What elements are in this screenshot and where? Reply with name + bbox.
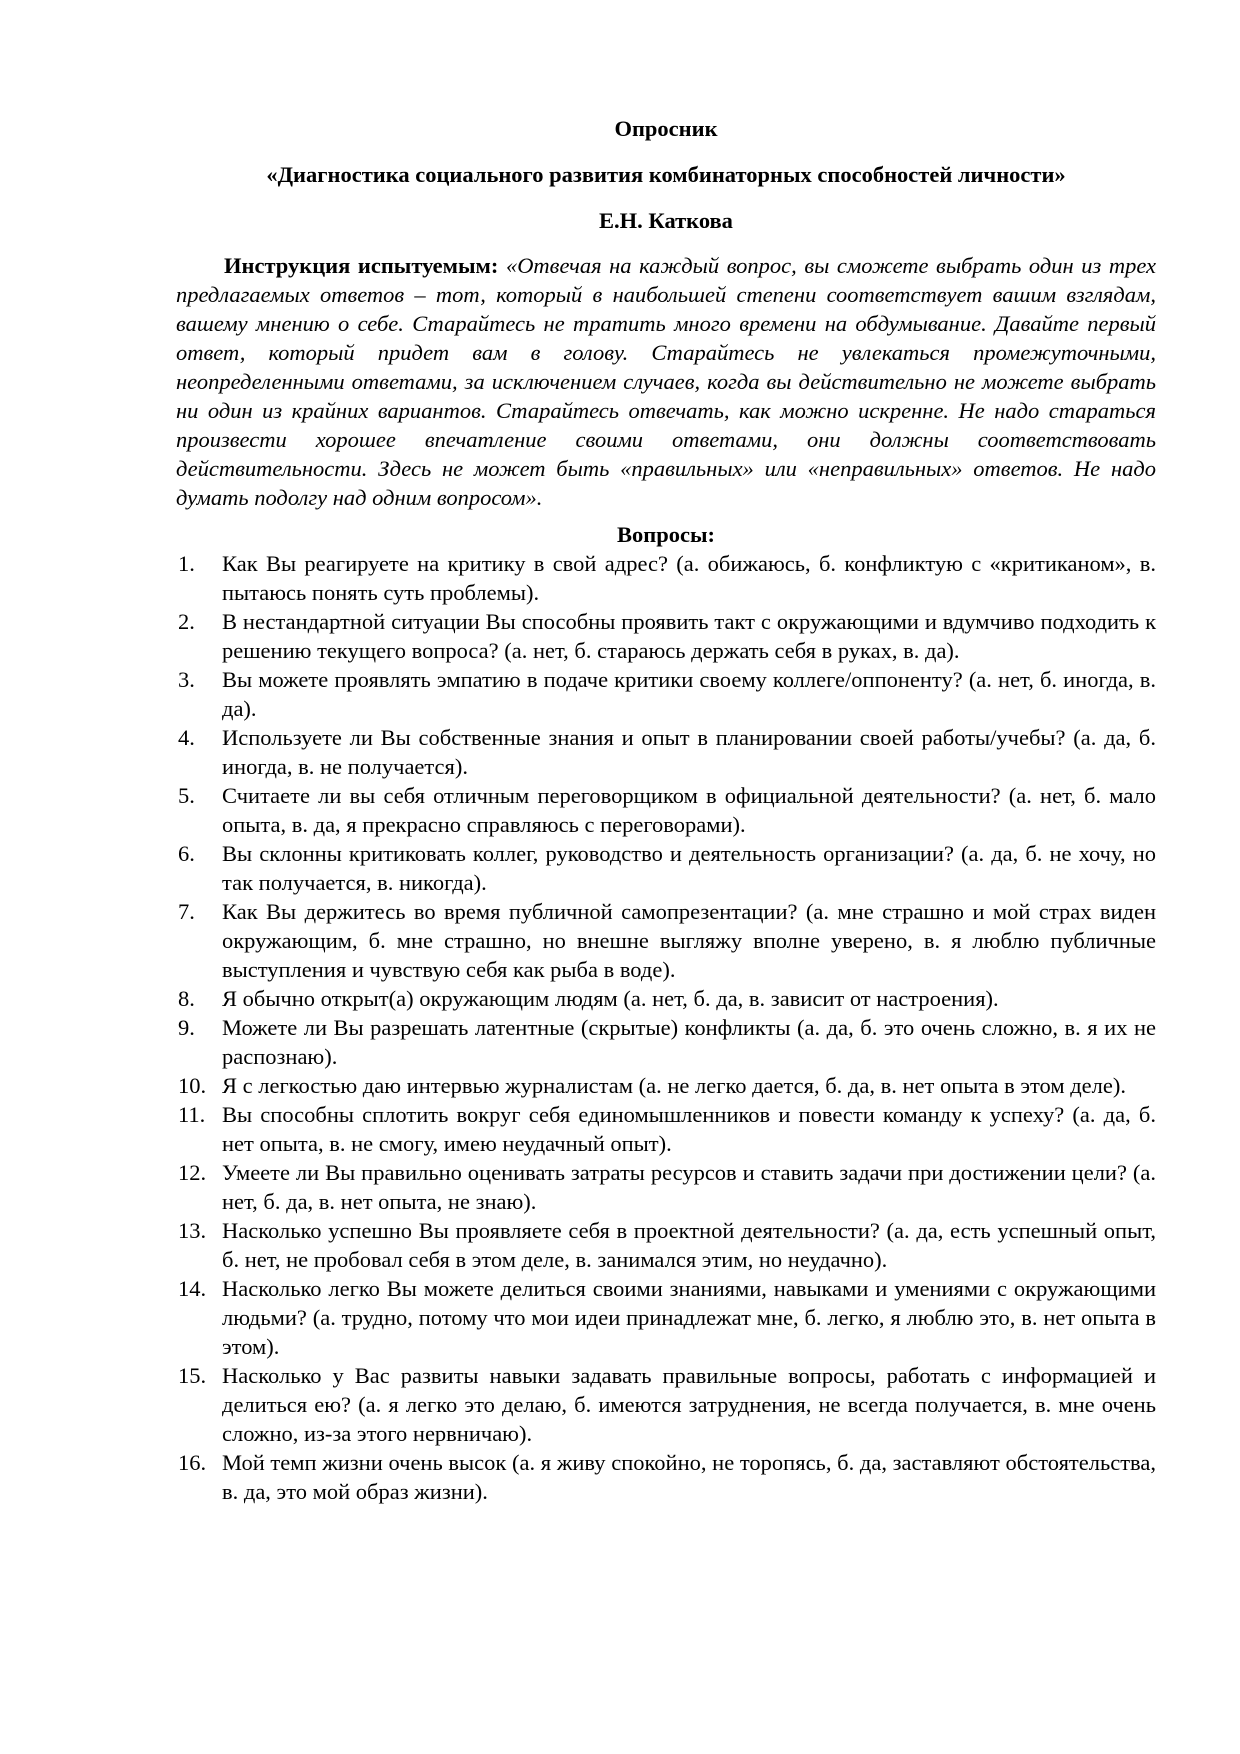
document-content [176,114,1156,1506]
question-item [176,897,1156,984]
document-title: Опросник [614,116,718,141]
instruction-paragraph [176,251,1156,512]
question-item [176,1216,1156,1274]
questions-list [176,549,1156,1506]
question-number: 7. [178,899,195,924]
question-number: 16. [178,1450,207,1475]
question-number: 6. [178,841,195,866]
question-item [176,1071,1156,1100]
question-number: 12. [178,1160,207,1185]
question-item [176,1158,1156,1216]
question-text: Насколько успешно Вы проявляете себя в проектной деятельности? (а. да, есть успешный опыт, б. нет, не пробовал себя в этом деле, в. занимался этим, но неудачно). [222,1218,1156,1272]
question-number: 15. [178,1363,207,1388]
question-number: 9. [178,1015,195,1040]
question-number: 14. [178,1276,207,1301]
question-text: Используете ли Вы собственные знания и опыт в планировании своей работы/учебы? (а. да, б. иногда, в. не получается). [222,725,1156,779]
question-item [176,781,1156,839]
question-item [176,1100,1156,1158]
question-item [176,549,1156,607]
question-number: 3. [178,667,195,692]
question-item [176,839,1156,897]
question-text: Вы склонны критиковать коллег, руководство и деятельность организации? (а. да, б. не хочу, но так получается, в. никогда). [222,841,1156,895]
question-text: Вы можете проявлять эмпатию в подаче критики своему коллеге/оппоненту? (а. нет, б. иногда, в. да). [222,667,1156,721]
question-item [176,665,1156,723]
question-text: Умеете ли Вы правильно оценивать затраты ресурсов и ставить задачи при достижении цели? (а. нет, б. да, в. нет опыта, не знаю). [222,1160,1156,1214]
instruction-text: «Отвечая на каждый вопрос, вы сможете выбрать один из трех предлагаемых ответов – тот, который в наибольшей степени соответствует вашим взглядам, вашему мнению о себе. Старайтесь не тратить много времени на обдумывание. Давайте первый ответ, который придет вам в голову. Старайтесь не увлекаться промежуточными, неопределенными ответами, за исключением случаев, когда вы действительно не можете выбрать ни один из крайних вариантов. Старайтесь отвечать, как можно искренне. Не надо стараться произвести хорошее впечатление своими ответами, они должны соответствовать действительности. Здесь не может быть «правильных» или «неправильных» ответов. Не надо думать подолгу над одним вопросом». [176,253,1156,510]
question-text: Можете ли Вы разрешать латентные (скрытые) конфликты (а. да, б. это очень сложно, в. я их не распознаю). [222,1015,1156,1069]
question-item [176,1013,1156,1071]
document-author: Е.Н. Каткова [599,208,733,233]
document-subtitle: «Диагностика социального развития комбинаторных способностей личности» [266,162,1066,187]
question-item [176,723,1156,781]
question-text: Я с легкостью даю интервью журналистам (а. не легко дается, б. да, в. нет опыта в этом деле). [222,1073,1126,1098]
question-item [176,1448,1156,1506]
question-number: 10. [178,1073,207,1098]
question-text: Вы способны сплотить вокруг себя единомышленников и повести команду к успеху? (а. да, б. нет опыта, в. не смогу, имею неудачный опыт). [222,1102,1156,1156]
instruction-label: Инструкция испытуемым: [224,253,499,278]
question-item [176,1274,1156,1361]
question-text: В нестандартной ситуации Вы способны проявить такт с окружающими и вдумчиво подходить к решению текущего вопроса? (а. нет, б. стараюсь держать себя в руках, в. да). [222,609,1156,663]
question-number: 11. [178,1102,206,1127]
question-number: 13. [178,1218,207,1243]
question-item [176,984,1156,1013]
question-text: Как Вы держитесь во время публичной самопрезентации? (а. мне страшно и мой страх виден окружающим, б. мне страшно, но внешне выгляжу вполне уверено, в. я люблю публичные выступления и чувствую себя как рыба в воде). [222,899,1156,982]
question-item [176,1361,1156,1448]
question-text: Насколько легко Вы можете делиться своими знаниями, навыками и умениями с окружающими людьми? (а. трудно, потому что мои идеи принадлежат мне, б. легко, я люблю это, в. нет опыта в этом). [222,1276,1156,1359]
questions-heading: Вопросы: [616,522,716,547]
question-text: Считаете ли вы себя отличным переговорщиком в официальной деятельности? (а. нет, б. мало опыта, в. да, я прекрасно справляюсь с переговорами). [222,783,1156,837]
question-number: 5. [178,783,195,808]
question-text: Я обычно открыт(а) окружающим людям (а. нет, б. да, в. зависит от настроения). [222,986,999,1011]
question-text: Как Вы реагируете на критику в свой адрес? (а. обижаюсь, б. конфликтую с «критиканом», в. пытаюсь понять суть проблемы). [222,551,1156,605]
question-number: 2. [178,609,195,634]
question-text: Мой темп жизни очень высок (а. я живу спокойно, не торопясь, б. да, заставляют обстоятельства, в. да, это мой образ жизни). [222,1450,1156,1504]
question-number: 1. [178,551,195,576]
question-item [176,607,1156,665]
question-number: 8. [178,986,195,1011]
question-text: Насколько у Вас развиты навыки задавать правильные вопросы, работать с информацией и делиться ею? (а. я легко это делаю, б. имеются затруднения, не всегда получается, в. мне очень сложно, из-за этого нервничаю). [222,1363,1156,1446]
question-number: 4. [178,725,195,750]
